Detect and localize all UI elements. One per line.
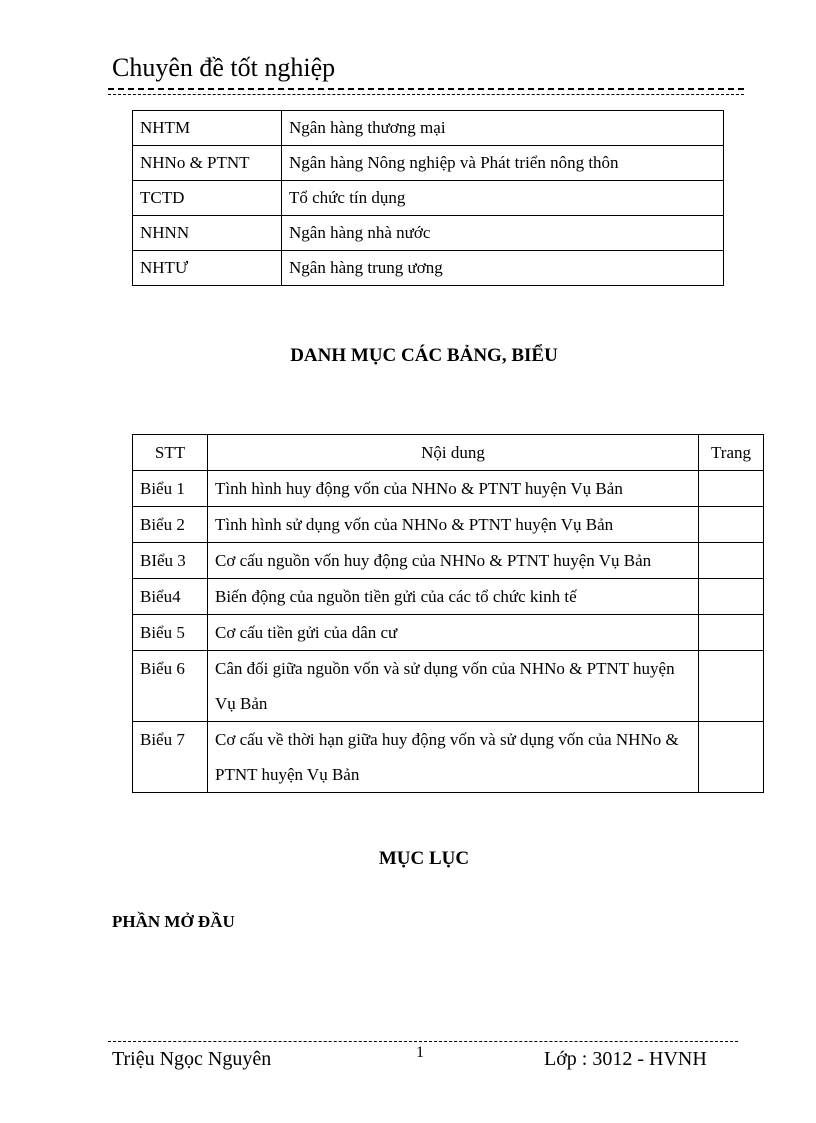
document-header-title: Chuyên đề tốt nghiệp	[112, 53, 336, 82]
abbreviations-table	[132, 110, 724, 286]
stt-cell: BIểu 3	[133, 543, 208, 579]
meaning-cell: Ngân hàng Nông nghiệp và Phát triển nông thôn	[282, 146, 724, 181]
table-row	[133, 615, 764, 651]
page-cell	[699, 543, 764, 579]
content-cell: Cơ cấu về thời hạn giữa huy động vốn và sử dụng vốn của NHNo & PTNT huyện Vụ Bản	[208, 722, 699, 793]
content-cell: Cơ cấu tiền gửi của dân cư	[208, 615, 699, 651]
page-cell	[699, 722, 764, 793]
footer-divider	[108, 1041, 738, 1042]
stt-cell: Biểu 5	[133, 615, 208, 651]
footer-class: Lớp : 3012 - HVNH	[544, 1048, 707, 1070]
meaning-cell: Tổ chức tín dụng	[282, 181, 724, 216]
table-row	[133, 216, 724, 251]
page-cell	[699, 507, 764, 543]
header-divider	[108, 88, 744, 90]
table-row	[133, 651, 764, 722]
page-cell	[699, 579, 764, 615]
header-divider-secondary	[108, 94, 744, 95]
table-header-row	[133, 435, 764, 471]
table-row	[133, 543, 764, 579]
tables-list-table	[132, 434, 764, 793]
page-cell	[699, 471, 764, 507]
page-cell	[699, 651, 764, 722]
content-cell: Tình hình huy động vốn của NHNo & PTNT huyện Vụ Bản	[208, 471, 699, 507]
meaning-cell: Ngân hàng trung ương	[282, 251, 724, 286]
table-row	[133, 181, 724, 216]
content-cell: Biến động của nguồn tiền gửi của các tổ chức kinh tế	[208, 579, 699, 615]
footer-author: Triệu Ngọc Nguyên	[112, 1048, 272, 1070]
table-row	[133, 579, 764, 615]
meaning-cell: Ngân hàng thương mại	[282, 111, 724, 146]
abbreviation-cell: NHTƯ	[133, 251, 282, 286]
content-cell: Cân đối giữa nguồn vốn và sử dụng vốn của NHNo & PTNT huyện Vụ Bản	[208, 651, 699, 722]
content-cell: Cơ cấu nguồn vốn huy động của NHNo & PTNT huyện Vụ Bản	[208, 543, 699, 579]
stt-cell: Biểu 2	[133, 507, 208, 543]
table-row	[133, 471, 764, 507]
stt-cell: Biểu4	[133, 579, 208, 615]
abbreviation-cell: NHNN	[133, 216, 282, 251]
meaning-cell: Ngân hàng nhà nước	[282, 216, 724, 251]
abbreviation-cell: NHTM	[133, 111, 282, 146]
content-cell: Tình hình sử dụng vốn của NHNo & PTNT huyện Vụ Bản	[208, 507, 699, 543]
toc-title: MỤC LỤC	[378, 848, 470, 869]
page-number: 1	[416, 1044, 424, 1061]
abbreviation-cell: NHNo & PTNT	[133, 146, 282, 181]
table-row	[133, 146, 724, 181]
abbreviation-cell: TCTD	[133, 181, 282, 216]
table-row	[133, 251, 724, 286]
column-header-page: Trang	[699, 435, 764, 471]
column-header-content: Nội dung	[208, 435, 699, 471]
page-cell	[699, 615, 764, 651]
tables-list-title: DANH MỤC CÁC BẢNG, BIỂU	[290, 345, 558, 366]
table-row	[133, 111, 724, 146]
table-row	[133, 507, 764, 543]
toc-section-heading: PHẦN MỞ ĐẦU	[112, 912, 235, 931]
column-header-stt: STT	[133, 435, 208, 471]
table-row	[133, 722, 764, 793]
stt-cell: Biểu 6	[133, 651, 208, 722]
stt-cell: Biểu 7	[133, 722, 208, 793]
stt-cell: Biểu 1	[133, 471, 208, 507]
